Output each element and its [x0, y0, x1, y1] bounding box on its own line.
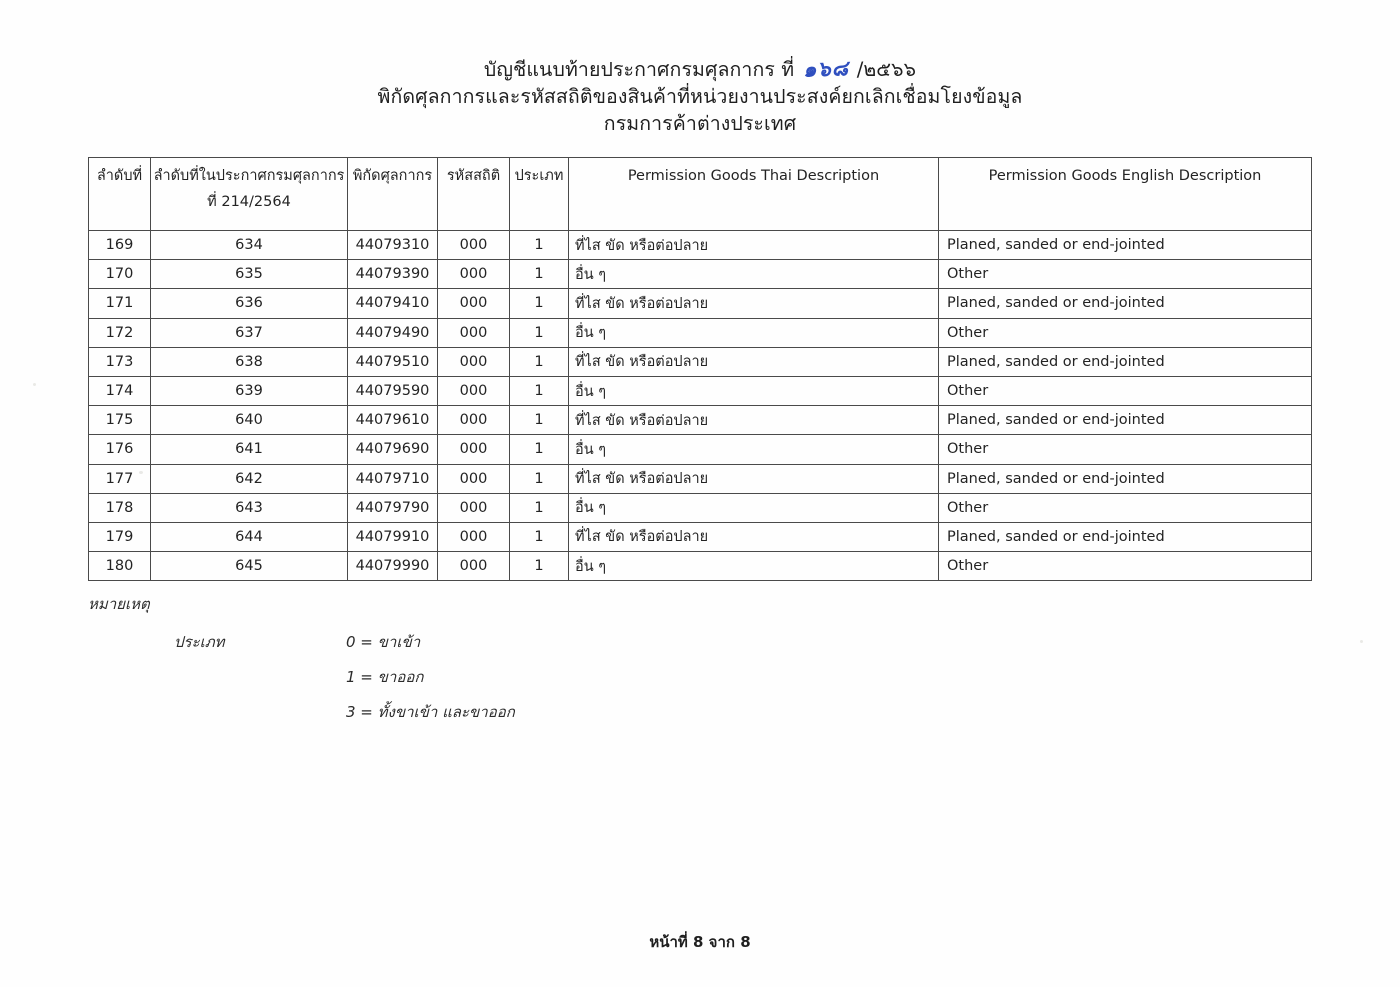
cell-seq: 170 — [89, 260, 151, 289]
table-row — [89, 260, 1312, 289]
cell-english-description: Planed, sanded or end-jointed — [939, 289, 1312, 318]
notes-rows — [88, 630, 515, 724]
column-header-statistic-code: รหัสสถิติ — [438, 158, 510, 231]
cell-tariff-code: 44079610 — [348, 406, 438, 435]
cell-announcement-ref: 643 — [151, 493, 348, 522]
cell-seq: 169 — [89, 231, 151, 260]
cell-seq: 179 — [89, 522, 151, 551]
cell-announcement-ref: 642 — [151, 464, 348, 493]
note-row — [88, 700, 515, 724]
cell-thai-description: ที่ไส ขัด หรือต่อปลาย — [569, 464, 939, 493]
cell-thai-description: อื่น ๆ — [569, 435, 939, 464]
cell-tariff-code: 44079490 — [348, 318, 438, 347]
cell-thai-description: อื่น ๆ — [569, 318, 939, 347]
table-row — [89, 522, 1312, 551]
cell-statistic-code: 000 — [438, 289, 510, 318]
table-header — [89, 158, 1312, 231]
cell-thai-description: อื่น ๆ — [569, 260, 939, 289]
document-title-block — [0, 56, 1400, 137]
cell-thai-description: ที่ไส ขัด หรือต่อปลาย — [569, 231, 939, 260]
table-row — [89, 493, 1312, 522]
cell-english-description: Other — [939, 318, 1312, 347]
cell-english-description: Planed, sanded or end-jointed — [939, 522, 1312, 551]
title-announcement-prefix: บัญชีแนบท้ายประกาศกรมศุลกากร ที่ — [483, 58, 795, 81]
column-header-thai-description: Permission Goods Thai Description — [569, 158, 939, 231]
cell-announcement-ref: 641 — [151, 435, 348, 464]
note-row — [88, 630, 515, 654]
cell-tariff-code: 44079690 — [348, 435, 438, 464]
cell-english-description: Other — [939, 552, 1312, 581]
cell-statistic-code: 000 — [438, 347, 510, 376]
cell-thai-description: ที่ไส ขัด หรือต่อปลาย — [569, 406, 939, 435]
cell-type: 1 — [510, 435, 569, 464]
cell-seq: 172 — [89, 318, 151, 347]
cell-type: 1 — [510, 406, 569, 435]
cell-type: 1 — [510, 552, 569, 581]
scan-speck — [1360, 640, 1363, 643]
cell-english-description: Other — [939, 260, 1312, 289]
cell-english-description: Planed, sanded or end-jointed — [939, 464, 1312, 493]
cell-tariff-code: 44079590 — [348, 376, 438, 405]
note-row — [88, 665, 515, 689]
cell-thai-description: ที่ไส ขัด หรือต่อปลาย — [569, 522, 939, 551]
cell-tariff-code: 44079710 — [348, 464, 438, 493]
note-value: 0 = ขาเข้า — [346, 633, 421, 651]
cell-type: 1 — [510, 347, 569, 376]
cell-english-description: Planed, sanded or end-jointed — [939, 231, 1312, 260]
cell-english-description: Planed, sanded or end-jointed — [939, 347, 1312, 376]
cell-announcement-ref: 637 — [151, 318, 348, 347]
cell-type: 1 — [510, 522, 569, 551]
cell-announcement-ref: 640 — [151, 406, 348, 435]
column-header-tariff-code: พิกัดศุลกากร — [348, 158, 438, 231]
cell-thai-description: อื่น ๆ — [569, 493, 939, 522]
table-row — [89, 435, 1312, 464]
cell-statistic-code: 000 — [438, 376, 510, 405]
cell-english-description: Planed, sanded or end-jointed — [939, 406, 1312, 435]
cell-statistic-code: 000 — [438, 231, 510, 260]
table-row — [89, 347, 1312, 376]
column-header-announcement-ref — [151, 158, 348, 231]
cell-statistic-code: 000 — [438, 464, 510, 493]
table-row — [89, 318, 1312, 347]
notes-section — [88, 592, 515, 735]
cell-thai-description: ที่ไส ขัด หรือต่อปลาย — [569, 289, 939, 318]
note-value: 1 = ขาออก — [346, 668, 424, 686]
title-line-announcement — [0, 56, 1400, 83]
scan-speck — [33, 383, 36, 386]
table-body — [89, 231, 1312, 581]
cell-seq: 178 — [89, 493, 151, 522]
cell-announcement-ref: 636 — [151, 289, 348, 318]
cell-announcement-ref: 645 — [151, 552, 348, 581]
title-line-department: กรมการค้าต่างประเทศ — [603, 112, 797, 135]
cell-type: 1 — [510, 464, 569, 493]
cell-english-description: Other — [939, 435, 1312, 464]
table-row — [89, 464, 1312, 493]
cell-statistic-code: 000 — [438, 435, 510, 464]
cell-type: 1 — [510, 231, 569, 260]
cell-type: 1 — [510, 376, 569, 405]
cell-seq: 173 — [89, 347, 151, 376]
cell-thai-description: อื่น ๆ — [569, 552, 939, 581]
cell-announcement-ref: 635 — [151, 260, 348, 289]
note-label: ประเภท — [174, 633, 225, 651]
cell-type: 1 — [510, 493, 569, 522]
cell-seq: 174 — [89, 376, 151, 405]
cell-seq: 176 — [89, 435, 151, 464]
column-header-announcement-ref-main: ลำดับที่ในประกาศกรมศุลกากร — [153, 168, 345, 184]
table-row — [89, 552, 1312, 581]
cell-tariff-code: 44079910 — [348, 522, 438, 551]
cell-type: 1 — [510, 260, 569, 289]
cell-tariff-code: 44079310 — [348, 231, 438, 260]
cell-english-description: Other — [939, 493, 1312, 522]
note-value: 3 = ทั้งขาเข้า และขาออก — [346, 703, 515, 721]
cell-announcement-ref: 644 — [151, 522, 348, 551]
cell-seq: 180 — [89, 552, 151, 581]
table-header-row — [89, 158, 1312, 231]
cell-tariff-code: 44079510 — [348, 347, 438, 376]
cell-type: 1 — [510, 318, 569, 347]
cell-statistic-code: 000 — [438, 522, 510, 551]
cell-english-description: Other — [939, 376, 1312, 405]
cell-tariff-code: 44079390 — [348, 260, 438, 289]
cell-tariff-code: 44079790 — [348, 493, 438, 522]
cell-statistic-code: 000 — [438, 552, 510, 581]
column-header-announcement-ref-sub: ที่ 214/2564 — [207, 194, 291, 210]
cell-thai-description: อื่น ๆ — [569, 376, 939, 405]
cell-statistic-code: 000 — [438, 260, 510, 289]
cell-statistic-code: 000 — [438, 406, 510, 435]
cell-statistic-code: 000 — [438, 318, 510, 347]
title-announcement-year: /๒๕๖๖ — [856, 58, 917, 81]
cell-announcement-ref: 634 — [151, 231, 348, 260]
table-row — [89, 289, 1312, 318]
notes-heading: หมายเหตุ — [88, 595, 150, 613]
cell-tariff-code: 44079990 — [348, 552, 438, 581]
cell-seq: 177 — [89, 464, 151, 493]
handwritten-announcement-number: ๑๖๘ — [802, 56, 849, 82]
column-header-type: ประเภท — [510, 158, 569, 231]
table-row — [89, 376, 1312, 405]
cell-seq: 171 — [89, 289, 151, 318]
cell-tariff-code: 44079410 — [348, 289, 438, 318]
cell-seq: 175 — [89, 406, 151, 435]
table-row — [89, 231, 1312, 260]
column-header-english-description: Permission Goods English Description — [939, 158, 1312, 231]
cell-thai-description: ที่ไส ขัด หรือต่อปลาย — [569, 347, 939, 376]
goods-table — [88, 157, 1312, 581]
cell-statistic-code: 000 — [438, 493, 510, 522]
title-line-subject: พิกัดศุลกากรและรหัสสถิติของสินค้าที่หน่วยงานประสงค์ยกเลิกเชื่อมโยงข้อมูล — [377, 85, 1023, 108]
cell-announcement-ref: 638 — [151, 347, 348, 376]
table-row — [89, 406, 1312, 435]
column-header-seq: ลำดับที่ — [89, 158, 151, 231]
page-footer: หน้าที่ 8 จาก 8 — [649, 933, 751, 951]
cell-type: 1 — [510, 289, 569, 318]
cell-announcement-ref: 639 — [151, 376, 348, 405]
